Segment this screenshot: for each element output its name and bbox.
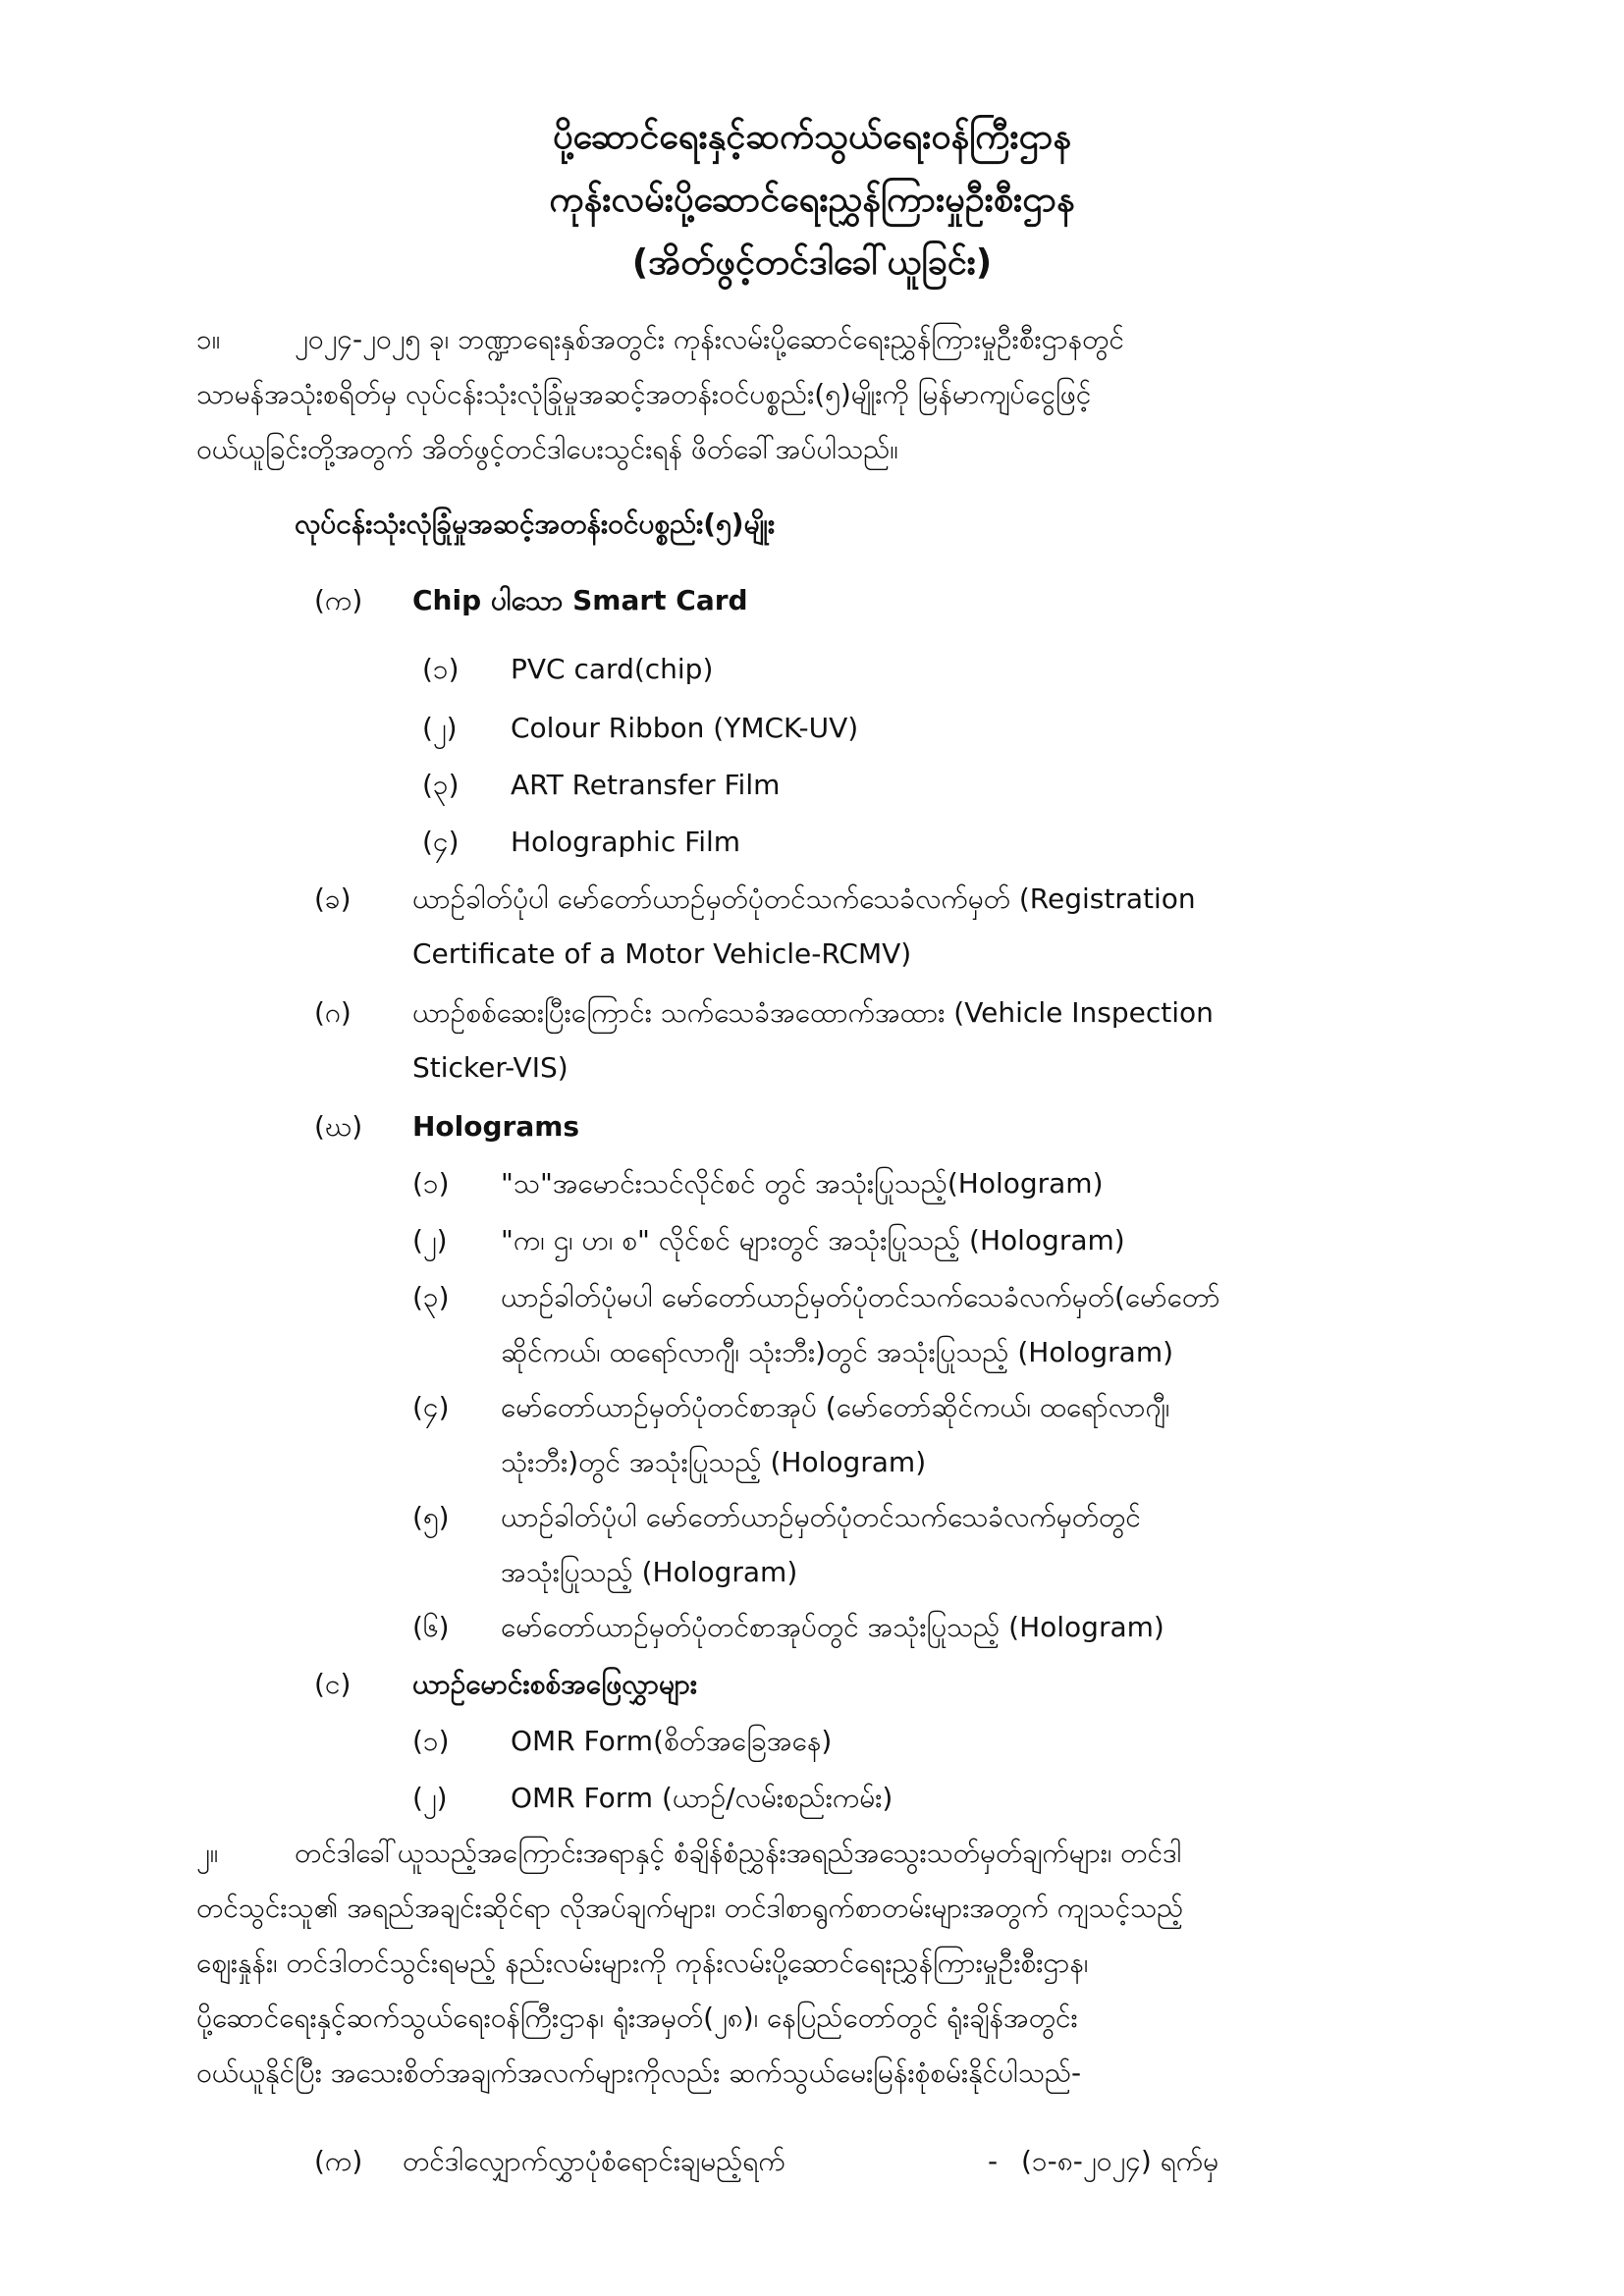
item-gha-sub-1-line-1: "သ"အမောင်းသင်လိုင်စင် တွင် အသုံးပြုသည့်(Hologram) (501, 1167, 1104, 1200)
para1-line-2: သာမန်အသုံးစရိတ်မှ လုပ်ငန်းသုံးလုံခြုံမှုအဆင့်အတန်းဝင်ပစ္စည်း(၅)မျိုးကို မြန်မာကျပ်ငွေဖြင့် (196, 378, 1092, 410)
item-gha-sub-6-marker: (၆) (412, 1611, 450, 1643)
item-ga-line-1: ယာဉ်စစ်ဆေးပြီးကြောင်း သက်သေခံအထောက်အထား (Vehicle Inspection (412, 996, 1214, 1029)
item-nga-label: ယာဉ်မောင်းစစ်အဖြေလွှာများ (412, 1668, 698, 1700)
para1-line-3: ဝယ်ယူခြင်းတို့အတွက် အိတ်ဖွင့်တင်ဒါပေးသွင်းရန် ဖိတ်ခေါ်အပ်ပါသည်။ (196, 433, 898, 465)
para2-line-5: ဝယ်ယူနိုင်ပြီး အသေးစိတ်အချက်အလက်များကိုလည်း ဆက်သွယ်မေးမြန်းစုံစမ်းနိုင်ပါသည်- (196, 2056, 1082, 2089)
item-gha-sub-4-marker: (၄) (412, 1391, 450, 1423)
para1-number: ၁။ (196, 323, 221, 355)
item-ka-sub-3-marker: (၃) (422, 769, 460, 801)
item-gha-sub-5-line-1: ယာဉ်ခါတ်ပုံပါ မော်တော်ယာဉ်မှတ်ပုံတင်သက်သေခံလက်မှတ်တွင် (501, 1501, 1141, 1533)
item-nga-sub-2-marker: (၂) (412, 1782, 448, 1814)
department-title: ကုန်းလမ်းပို့ဆောင်ရေးညွှန်ကြားမှုဦးစီးဌာန (549, 180, 1075, 220)
footer-item-dash: - (988, 2145, 999, 2177)
item-nga-sub-1-marker: (၁) (412, 1725, 450, 1757)
item-ka-sub-1-marker: (၁) (422, 653, 460, 685)
item-ka-sub-1-text: PVC card(chip) (511, 653, 714, 685)
item-kha-marker: (ခ) (314, 882, 352, 915)
footer-item-date: (၁-၈-၂၀၂၄) ရက်မှ (1021, 2145, 1219, 2177)
para2-line-4: ပို့ဆောင်ရေးနှင့်ဆက်သွယ်ရေးဝန်ကြီးဌာန၊ ရုံးအမှတ်(၂၈)၊ နေပြည်တော်တွင် ရုံးချိန်အတွင်း (196, 2002, 1078, 2034)
ministry-title: ပို့ဆောင်ရေးနှင့်ဆက်သွယ်ရေးဝန်ကြီးဌာန (553, 117, 1071, 157)
item-ka-sub-3-text: ART Retransfer Film (511, 769, 781, 801)
item-ka-sub-2-marker: (၂) (422, 712, 458, 744)
para1-line-1: ၂၀၂၄-၂၀၂၅ ခု၊ ဘဏ္ဍာရေးနှစ်အတွင်း ကုန်းလမ်းပို့ဆောင်ရေးညွှန်ကြားမှုဦးစီးဌာနတွင် (295, 323, 1124, 355)
item-ka-sub-4-marker: (၄) (422, 826, 460, 858)
para2-line-2: တင်သွင်းသူ၏ အရည်အချင်းဆိုင်ရာ လိုအပ်ချက်များ၊ တင်ဒါစာရွက်စာတမ်းများအတွက် ကျသင့်သည့် (196, 1892, 1184, 1924)
para2-line-3: ဈေးနှုန်း၊ တင်ဒါတင်သွင်းရမည့် နည်းလမ်းများကို ကုန်းလမ်းပို့ဆောင်ရေးညွှန်ကြားမှုဦးစီးဌာန၊ (196, 1947, 1089, 1979)
para2-line-1: တင်ဒါခေါ်ယူသည့်အကြောင်းအရာနှင့် စံချိန်စံညွှန်းအရည်အသွေးသတ်မှတ်ချက်များ၊ တင်ဒါ (295, 1837, 1182, 1869)
item-gha-sub-3-line-2: ဆိုင်ကယ်၊ ထရော်လာဂျီ၊ သုံးဘီး)တွင် အသုံးပြုသည့် (Hologram) (501, 1336, 1174, 1368)
item-gha-sub-6-line-1: မော်တော်ယာဉ်မှတ်ပုံတင်စာအုပ်တွင် အသုံးပြုသည့် (Hologram) (501, 1611, 1164, 1643)
item-gha-sub-5-line-2: အသုံးပြုသည့် (Hologram) (501, 1556, 798, 1588)
section-heading: လုပ်ငန်းသုံးလုံခြုံမှုအဆင့်အတန်းဝင်ပစ္စည်း(၅)မျိုး (295, 507, 776, 540)
item-gha-sub-2-line-1: "က၊ ဌ၊ ဟ၊ စ" လိုင်စင် များတွင် အသုံးပြုသည့် (Hologram) (501, 1224, 1125, 1256)
para2-number: ၂။ (196, 1837, 219, 1869)
item-ga-marker: (ဂ) (314, 996, 352, 1029)
item-gha-sub-3-marker: (၃) (412, 1281, 450, 1313)
item-ka-label: Chip ပါသော Smart Card (412, 584, 748, 616)
item-gha-marker: (ဃ) (314, 1110, 363, 1143)
item-ka-sub-2-text: Colour Ribbon (YMCK-UV) (511, 712, 859, 744)
item-nga-sub-1-text: OMR Form(စိတ်အခြေအနေ) (511, 1725, 833, 1757)
item-gha-sub-1-marker: (၁) (412, 1167, 450, 1200)
item-ga-line-2: Sticker-VIS) (412, 1051, 568, 1084)
item-gha-label: Holograms (412, 1110, 580, 1143)
item-ka-marker: (က) (314, 584, 363, 616)
item-kha-line-1: ယာဉ်ခါတ်ပုံပါ မော်တော်ယာဉ်မှတ်ပုံတင်သက်သေခံလက်မှတ် (Registration (412, 882, 1196, 915)
item-gha-sub-3-line-1: ယာဉ်ခါတ်ပုံမပါ မော်တော်ယာဉ်မှတ်ပုံတင်သက်သေခံလက်မှတ်(မော်တော် (501, 1281, 1220, 1313)
item-gha-sub-4-line-1: မော်တော်ယာဉ်မှတ်ပုံတင်စာအုပ် (မော်တော်ဆိုင်ကယ်၊ ထရော်လာဂျီ၊ (501, 1391, 1170, 1423)
item-gha-sub-5-marker: (၅) (412, 1501, 450, 1533)
footer-item-marker: (က) (314, 2145, 363, 2177)
item-gha-sub-4-line-2: သုံးဘီး)တွင် အသုံးပြုသည့် (Hologram) (501, 1446, 927, 1478)
footer-item-text: တင်ဒါလျှောက်လွှာပုံစံရောင်းချမည့်ရက် (403, 2145, 785, 2177)
item-ka-sub-4-text: Holographic Film (511, 826, 741, 858)
item-nga-marker: (င) (314, 1668, 352, 1700)
item-nga-sub-2-text: OMR Form (ယာဉ်/လမ်းစည်းကမ်း) (511, 1782, 893, 1814)
item-kha-line-2: Certificate of a Motor Vehicle-RCMV) (412, 937, 912, 970)
tender-title: (အိတ်ဖွင့်တင်ဒါခေါ်ယူခြင်း) (631, 242, 993, 283)
item-gha-sub-2-marker: (၂) (412, 1224, 448, 1256)
